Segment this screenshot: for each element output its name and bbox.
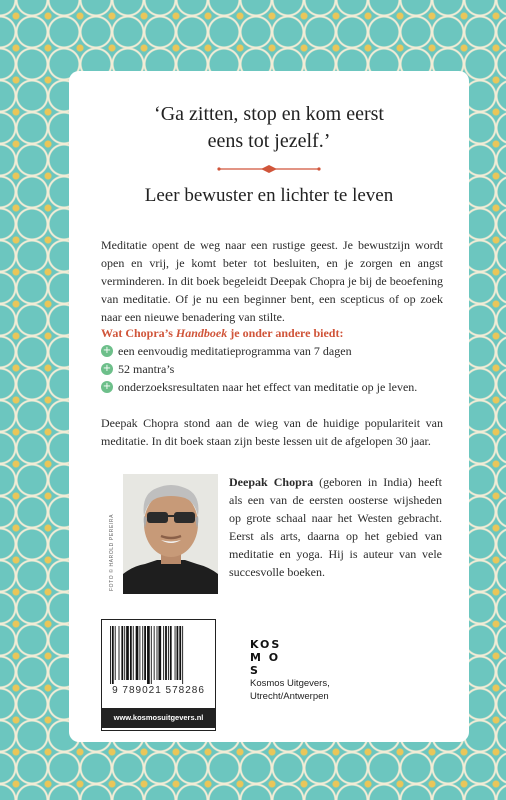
- publisher-name: [250, 677, 370, 703]
- barcode-bar: [158, 626, 161, 680]
- barcode-bar: [175, 626, 176, 680]
- barcode-bar: [121, 626, 123, 680]
- barcode-bar: [136, 626, 139, 680]
- barcode-bar: [130, 626, 132, 680]
- subtitle: Leer bewuster en lichter te leven: [144, 185, 394, 206]
- history-paragraph: Deepak Chopra stond aan de wieg van de huidige populariteit van meditatie. In dit boek staan zijn beste lessen uit de afgelopen 30 jaar.: [101, 416, 443, 448]
- barcode-bar: [177, 626, 179, 680]
- cover-quote: [69, 101, 469, 155]
- publisher-name-line-1: Kosmos Uitgevers,: [250, 678, 330, 689]
- features-heading-pre: Wat Chopra’s: [101, 326, 176, 340]
- features-list: [101, 324, 446, 396]
- barcode-bar: [165, 626, 167, 680]
- features-heading-em: Handboek: [175, 326, 228, 340]
- barcode-bar: [154, 626, 155, 680]
- author-name: Deepak Chopra: [229, 475, 314, 489]
- back-cover-card: [69, 71, 469, 742]
- barcode-bar: [147, 626, 150, 684]
- publisher-name-line-2: Utrecht/Antwerpen: [250, 691, 329, 702]
- plus-circle-icon: +: [102, 381, 112, 392]
- author-bio: [229, 473, 442, 581]
- features-heading: [101, 324, 446, 342]
- plus-circle-icon: +: [102, 363, 112, 374]
- barcode-bar: [182, 626, 183, 684]
- ornament-divider: [217, 165, 321, 173]
- isbn-number: 9 789021 578286: [112, 685, 205, 696]
- publisher-logo-line-1: KOS: [250, 638, 282, 651]
- barcode-bar: [133, 626, 134, 680]
- barcode-bar: [179, 626, 181, 680]
- author-photo: [123, 474, 218, 594]
- list-item: [101, 378, 446, 396]
- barcode-bar: [115, 626, 116, 680]
- publisher-logo: [250, 638, 282, 677]
- list-item-text: 52 mantra’s: [118, 362, 175, 376]
- publisher-logo-line-2: M O S: [250, 651, 281, 677]
- barcode-bar: [142, 626, 143, 680]
- author-bio-text: (geboren in India) heeft als een van de eersten oosterse wijsheden op grote schaal naar het Westen gebracht. Eerst als arts, daarna op het gebied van meditatie en yoga. Hij is auteur van vele succesvolle boeken.: [229, 475, 442, 579]
- barcode-bar: [139, 626, 140, 680]
- barcode-bar: [168, 626, 169, 680]
- list-item-text: een eenvoudig meditatieprogramma van 7 dagen: [118, 344, 352, 358]
- list-item-text: onderzoeksresultaten naar het effect van meditatie op je leven.: [118, 380, 418, 394]
- barcode-bar: [119, 626, 120, 680]
- list-item: [101, 342, 446, 360]
- barcode-bar: [112, 626, 114, 684]
- barcode-bar: [124, 626, 125, 680]
- barcode-bar: [157, 626, 158, 680]
- barcode-image: [102, 620, 215, 684]
- barcode-box: [101, 619, 216, 731]
- publisher-url: www.kosmosuitgevers.nl: [102, 708, 215, 728]
- quote-line-1: ‘Ga zitten, stop en kom eerst: [154, 103, 384, 125]
- photo-credit: FOTO © HAROLD PEREIRA: [109, 513, 115, 591]
- plus-circle-icon: +: [102, 345, 112, 356]
- list-item: [101, 360, 446, 378]
- barcode-bar: [126, 626, 129, 680]
- barcode-bar: [163, 626, 164, 680]
- barcode-bar: [151, 626, 152, 684]
- intro-paragraph: Meditatie opent de weg naar een rustige geest. Je bewustzijn wordt open en vrij, je komt beter tot besluiten, en je zorgen en angst verminderen. In dit boek begeleidt Deepak Chopra je bij de beoefening van meditatie. Of je nu een beginner bent, een scepticus of op zoek naar een nieuwe benadering van stilte.: [101, 238, 443, 324]
- features-heading-post: je onder andere biedt:: [227, 326, 344, 340]
- barcode-bar: [170, 626, 172, 680]
- barcode-bar: [144, 626, 146, 680]
- quote-line-2: eens tot jezelf.’: [207, 130, 331, 152]
- barcode-bar: [110, 626, 111, 684]
